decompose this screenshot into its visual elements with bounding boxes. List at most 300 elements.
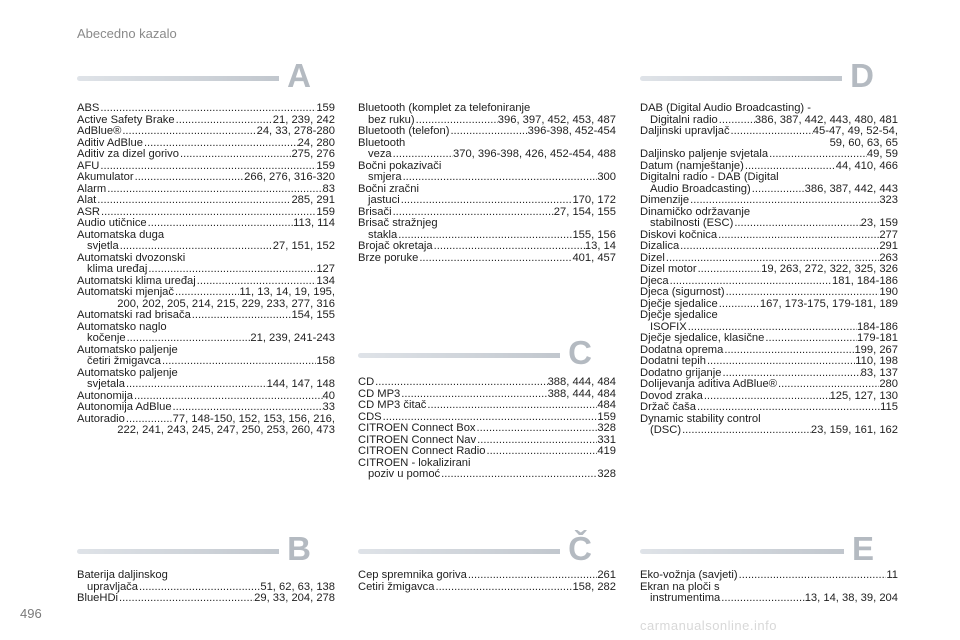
page-reference: 110, 198 bbox=[855, 356, 898, 367]
section-a bbox=[77, 57, 335, 436]
index-term: Dodatna oprema bbox=[640, 344, 724, 356]
index-term: instrumentima bbox=[650, 593, 721, 604]
dot-leader bbox=[426, 400, 597, 412]
index-entry bbox=[358, 582, 616, 594]
index-entry-row bbox=[640, 184, 898, 196]
index-entry-heading: Baterija daljinskog bbox=[77, 570, 168, 581]
index-term: kočenje bbox=[87, 333, 126, 344]
dot-leader bbox=[434, 582, 572, 594]
index-entry-row bbox=[77, 149, 335, 161]
section-divider bbox=[640, 530, 874, 567]
page-reference: 127 bbox=[316, 264, 335, 275]
index-entry bbox=[77, 276, 335, 288]
index-entry-row bbox=[77, 184, 335, 196]
index-entry-row bbox=[358, 469, 616, 481]
page-reference: 144, 147, 148 bbox=[266, 379, 335, 390]
index-entry-row bbox=[77, 287, 335, 299]
dot-leader bbox=[449, 126, 527, 138]
index-term: Alarm bbox=[77, 183, 107, 195]
index-term: Digitalni radio bbox=[650, 114, 718, 126]
dot-leader bbox=[720, 593, 804, 605]
dot-leader bbox=[133, 391, 323, 403]
index-entry-row bbox=[358, 377, 616, 389]
dot-leader bbox=[689, 195, 879, 207]
page-reference: 125, 127, 130 bbox=[829, 390, 898, 402]
index-term: Dječje sjedalice bbox=[640, 298, 718, 310]
index-entry-row bbox=[358, 423, 616, 435]
page-reference: 386, 387, 442, 443, 480, 481 bbox=[754, 114, 898, 126]
dot-leader bbox=[143, 138, 298, 150]
index-entry-row bbox=[640, 253, 898, 265]
index-entry bbox=[77, 126, 335, 138]
index-term: stakla bbox=[368, 229, 398, 241]
index-entry bbox=[77, 149, 335, 161]
index-term: Dizel bbox=[640, 252, 665, 264]
dot-leader bbox=[733, 218, 860, 230]
index-term: poziv u pomoć bbox=[368, 469, 441, 480]
index-entry bbox=[640, 149, 898, 161]
page-reference: 158 bbox=[316, 356, 335, 367]
dot-leader bbox=[415, 115, 498, 127]
index-entry bbox=[77, 391, 335, 403]
index-entry-row bbox=[640, 402, 898, 414]
dot-leader bbox=[138, 582, 260, 594]
index-entry-row bbox=[358, 582, 616, 594]
index-term: CD MP3 bbox=[358, 388, 401, 400]
section-c-caron bbox=[358, 530, 616, 593]
page-reference: 396-398, 452-454 bbox=[527, 126, 616, 137]
index-term: Čep spremnika goriva bbox=[358, 570, 467, 581]
index-term: CITROËN Connect Radio bbox=[358, 446, 486, 457]
index-entry-row bbox=[77, 126, 335, 138]
index-term: Aditiv AdBlue bbox=[77, 137, 143, 149]
index-entry-heading: Automatsko paljenje bbox=[77, 344, 178, 356]
index-term: CDS bbox=[358, 411, 382, 423]
index-term: klima uređaj bbox=[87, 264, 148, 275]
dot-leader bbox=[121, 126, 256, 138]
index-entry bbox=[77, 230, 335, 253]
dot-leader bbox=[723, 345, 854, 357]
page-reference: 386, 387, 442, 443 bbox=[804, 183, 898, 195]
index-term: Daljinski upravljač bbox=[640, 126, 730, 137]
index-entry bbox=[640, 582, 898, 605]
dot-leader bbox=[467, 570, 598, 582]
index-term: Dovod zraka bbox=[640, 390, 703, 402]
page-reference: 388, 444, 484 bbox=[547, 377, 616, 388]
index-entry-row bbox=[358, 172, 616, 184]
index-entry-row bbox=[640, 333, 898, 345]
index-entry-row bbox=[640, 368, 898, 380]
index-entry-row bbox=[640, 356, 898, 368]
index-entry bbox=[640, 287, 898, 299]
index-entry-row bbox=[640, 264, 898, 276]
page-reference: 159 bbox=[316, 160, 335, 172]
section-d bbox=[640, 57, 898, 436]
page-reference: 159 bbox=[597, 411, 616, 423]
index-entry-row bbox=[640, 345, 898, 357]
index-entry bbox=[640, 356, 898, 368]
dot-leader bbox=[768, 149, 867, 161]
index-entry-row bbox=[358, 400, 616, 412]
dot-leader bbox=[191, 310, 292, 322]
page-reference: 181, 184-186 bbox=[832, 275, 898, 287]
page-reference: 170, 172 bbox=[572, 195, 616, 206]
index-entry-row bbox=[77, 241, 335, 253]
index-term: AFU bbox=[77, 160, 100, 172]
page-reference: 199, 267 bbox=[854, 344, 898, 356]
index-entry bbox=[640, 391, 898, 403]
dot-leader bbox=[485, 446, 597, 458]
section-divider bbox=[358, 334, 592, 371]
index-entry-row bbox=[358, 435, 616, 447]
dot-leader bbox=[99, 103, 316, 115]
index-entry-row bbox=[77, 310, 335, 322]
dot-leader bbox=[433, 241, 585, 253]
dot-leader bbox=[147, 218, 293, 230]
index-entry-row bbox=[77, 207, 335, 219]
index-term: Active Safety Brake bbox=[77, 114, 175, 126]
index-entry bbox=[77, 115, 335, 127]
index-entry-heading: Automatsko naglo bbox=[77, 321, 167, 333]
index-entry bbox=[358, 138, 616, 161]
index-entry-row bbox=[358, 253, 616, 265]
index-term: svjetla bbox=[87, 241, 119, 252]
index-term: Četiri žmigavca bbox=[358, 581, 435, 593]
index-entry bbox=[640, 207, 898, 230]
dot-leader bbox=[669, 276, 832, 288]
page-reference: 285, 291 bbox=[291, 195, 335, 206]
dot-leader bbox=[392, 149, 453, 161]
dot-leader bbox=[125, 414, 173, 426]
dot-leader bbox=[718, 299, 760, 311]
section-divider bbox=[77, 530, 311, 567]
index-term: smjera bbox=[368, 172, 402, 183]
index-entry bbox=[358, 103, 616, 126]
index-entry-row bbox=[640, 287, 898, 299]
index-entry-row bbox=[640, 241, 898, 253]
index-entry-row bbox=[640, 115, 898, 127]
dot-leader bbox=[665, 253, 879, 265]
dot-leader bbox=[418, 253, 572, 265]
entry-list bbox=[640, 103, 898, 437]
index-entry-row bbox=[640, 299, 898, 311]
index-term: veza bbox=[368, 149, 392, 160]
index-entry-row bbox=[77, 391, 335, 403]
index-entry-heading: Dječje sjedalice bbox=[640, 310, 718, 321]
entry-list bbox=[77, 570, 335, 605]
watermark-text: carmanualsonline.info bbox=[640, 618, 777, 633]
page-reference: 27, 154, 155 bbox=[553, 206, 616, 218]
index-entry bbox=[358, 184, 616, 207]
index-entry-row bbox=[640, 195, 898, 207]
index-entry bbox=[77, 161, 335, 173]
index-term: jastuci bbox=[368, 195, 400, 206]
index-entry bbox=[640, 195, 898, 207]
page-reference: 159 bbox=[316, 103, 335, 114]
index-entry-row bbox=[640, 161, 898, 173]
index-term: Dizalica bbox=[640, 241, 680, 252]
dot-leader bbox=[100, 207, 316, 219]
dot-leader bbox=[147, 264, 316, 276]
index-term: ASR bbox=[77, 206, 101, 218]
index-term: Autonomija bbox=[77, 390, 133, 402]
index-entry-row bbox=[358, 389, 616, 401]
page-reference: 23, 159, 161, 162 bbox=[810, 425, 898, 436]
index-entry bbox=[77, 184, 335, 196]
dot-leader bbox=[400, 389, 547, 401]
section-divider bbox=[77, 57, 311, 94]
dot-leader bbox=[175, 115, 273, 127]
dot-leader bbox=[730, 126, 813, 138]
page-header-title: Abecedno kazalo bbox=[77, 26, 177, 41]
index-entry-row bbox=[77, 103, 335, 115]
index-entry bbox=[640, 264, 898, 276]
index-term: CD bbox=[358, 377, 375, 388]
index-term: Akumulator bbox=[77, 172, 134, 183]
dot-leader bbox=[718, 115, 755, 127]
section-letter: B bbox=[279, 532, 313, 565]
index-term: Brisači bbox=[358, 206, 392, 218]
index-entry bbox=[77, 402, 335, 414]
index-entry bbox=[358, 412, 616, 424]
dot-leader bbox=[118, 593, 254, 605]
dot-leader bbox=[679, 241, 879, 253]
page-reference: 155, 156 bbox=[572, 229, 616, 241]
page-reference: 24, 33, 278-280 bbox=[256, 126, 335, 137]
page-reference: 115 bbox=[880, 402, 898, 413]
index-entry-row bbox=[77, 115, 335, 127]
index-entry-row bbox=[358, 115, 616, 127]
index-entry bbox=[358, 446, 616, 458]
index-term: Alat bbox=[77, 195, 97, 206]
index-entry bbox=[358, 389, 616, 401]
dot-leader bbox=[400, 195, 573, 207]
index-entry bbox=[358, 207, 616, 219]
dot-leader bbox=[681, 425, 811, 437]
page-reference: 21, 239, 241-243 bbox=[250, 333, 335, 344]
index-entry-row bbox=[640, 218, 898, 230]
index-entry-row bbox=[640, 149, 898, 161]
index-term: CD MP3 čitač bbox=[358, 400, 427, 411]
page-reference: 261 bbox=[597, 570, 616, 581]
page-reference: 13, 14, 38, 39, 204 bbox=[804, 593, 898, 604]
dot-leader bbox=[687, 322, 857, 334]
index-term: Dječje sjedalice, klasične bbox=[640, 333, 765, 344]
section-b bbox=[77, 530, 335, 604]
page-number: 496 bbox=[20, 606, 42, 621]
index-entry bbox=[640, 230, 898, 242]
page-reference: 401, 457 bbox=[572, 252, 616, 264]
page-reference: 29, 33, 204, 278 bbox=[254, 593, 335, 604]
index-entry bbox=[358, 423, 616, 435]
index-entry-row bbox=[77, 356, 335, 368]
index-entry bbox=[77, 207, 335, 219]
dot-leader bbox=[717, 230, 879, 242]
index-entry bbox=[77, 368, 335, 391]
section-c bbox=[358, 334, 616, 480]
dot-leader bbox=[476, 435, 597, 447]
index-entry-heading: Automatski dvozonski bbox=[77, 252, 186, 264]
dot-leader bbox=[106, 184, 322, 196]
index-entry bbox=[358, 435, 616, 447]
index-term: Brojač okretaja bbox=[358, 241, 433, 252]
dot-leader bbox=[706, 356, 855, 368]
index-entry-row bbox=[77, 161, 335, 173]
index-entry bbox=[640, 570, 898, 582]
index-entry bbox=[358, 161, 616, 184]
index-entry bbox=[358, 253, 616, 265]
index-entry-row bbox=[77, 379, 335, 391]
index-entry-heading: Automatsko paljenje bbox=[77, 367, 178, 379]
index-entry-heading: Bluetooth (komplet za telefoniranje bbox=[358, 103, 531, 114]
entry-list bbox=[640, 570, 898, 605]
index-entry-heading: Brisač stražnjeg bbox=[358, 218, 438, 229]
index-entry-row bbox=[358, 195, 616, 207]
index-term: upravljača bbox=[87, 581, 138, 593]
index-entry bbox=[640, 172, 898, 195]
index-term: CITROËN Connect Box bbox=[358, 423, 476, 434]
page-reference-continued: 222, 241, 243, 245, 247, 250, 253, 260, 473 bbox=[117, 425, 335, 436]
page-reference: 33 bbox=[322, 402, 335, 413]
index-entry bbox=[77, 195, 335, 207]
index-entry-row bbox=[640, 425, 898, 437]
index-term: Automatski rad brisača bbox=[77, 310, 191, 321]
index-entry bbox=[640, 345, 898, 357]
index-entry bbox=[358, 126, 616, 138]
index-entry bbox=[640, 333, 898, 345]
index-entry bbox=[77, 593, 335, 605]
page-reference: 419 bbox=[597, 446, 616, 457]
index-entry-row bbox=[77, 582, 335, 594]
index-term: BlueHDi bbox=[77, 593, 119, 604]
page-reference-continued: 200, 202, 205, 214, 215, 229, 233, 277, 316 bbox=[117, 298, 335, 310]
page-reference: 27, 151, 152 bbox=[272, 241, 335, 252]
page-reference: 167, 173-175, 179-181, 189 bbox=[759, 298, 898, 310]
dot-leader bbox=[134, 172, 245, 184]
page-reference: 159 bbox=[316, 206, 335, 218]
index-term: Aditiv za dizel gorivo bbox=[77, 149, 179, 160]
index-entry bbox=[640, 379, 898, 391]
section-divider bbox=[358, 530, 592, 567]
index-entry-row bbox=[358, 230, 616, 242]
section-divider bbox=[640, 57, 874, 94]
index-entry-heading: Digitalni radio - DAB (Digital bbox=[640, 172, 779, 183]
page-reference: 370, 396-398, 426, 452-454, 488 bbox=[453, 149, 616, 160]
index-entry bbox=[358, 570, 616, 582]
dot-leader bbox=[751, 184, 805, 196]
dot-leader bbox=[96, 195, 291, 207]
index-entry-row bbox=[77, 264, 335, 276]
dot-leader bbox=[382, 412, 598, 424]
index-entry bbox=[77, 414, 335, 437]
page-reference: 300 bbox=[597, 172, 616, 183]
page-reference: 11 bbox=[886, 570, 898, 581]
index-entry-row bbox=[640, 379, 898, 391]
index-entry-row bbox=[640, 322, 898, 334]
page-reference: 277 bbox=[879, 229, 898, 241]
index-entry bbox=[77, 570, 335, 593]
index-entry-row bbox=[77, 172, 335, 184]
page-reference: 280 bbox=[879, 379, 898, 390]
index-entry-row bbox=[77, 276, 335, 288]
page-reference: 396, 397, 452, 453, 487 bbox=[497, 114, 616, 126]
dot-leader bbox=[697, 264, 762, 276]
dot-leader bbox=[476, 423, 598, 435]
page-reference: 134 bbox=[316, 275, 335, 287]
index-entry-heading: Bočni pokazivači bbox=[358, 160, 442, 172]
dot-leader bbox=[172, 402, 323, 414]
index-entry-heading: Ekran na ploči s bbox=[640, 581, 720, 593]
index-term: Eko-vožnja (savjeti) bbox=[640, 570, 738, 581]
page-reference: 44, 410, 466 bbox=[835, 160, 898, 172]
index-term: CITROËN Connect Nav bbox=[358, 434, 477, 446]
index-entry-row bbox=[640, 126, 898, 138]
index-entry bbox=[640, 253, 898, 265]
index-entry bbox=[77, 310, 335, 322]
index-entry-row bbox=[358, 241, 616, 253]
dot-leader bbox=[764, 333, 857, 345]
page-reference: 24, 280 bbox=[297, 137, 335, 149]
index-entry bbox=[358, 458, 616, 481]
index-entry-row bbox=[640, 391, 898, 403]
page-reference: 13, 14 bbox=[584, 241, 616, 252]
index-entry-row bbox=[358, 126, 616, 138]
index-term: Datum (namještanje) bbox=[640, 160, 744, 172]
section-letter: C bbox=[560, 336, 594, 369]
index-term: stabilnosti (ESC) bbox=[650, 218, 734, 229]
index-term: AdBlue® bbox=[77, 126, 122, 137]
index-entry-row bbox=[358, 570, 616, 582]
index-entry bbox=[358, 377, 616, 389]
index-term: Dolijevanja aditiva AdBlue® bbox=[640, 379, 777, 390]
index-term: Autonomija AdBlue bbox=[77, 402, 172, 413]
index-entry bbox=[77, 287, 335, 310]
page-reference: 291 bbox=[879, 241, 898, 252]
index-entry-heading: DAB (Digital Audio Broadcasting) - bbox=[640, 103, 811, 114]
index-entry-heading: Bočni zračni bbox=[358, 183, 419, 195]
dot-leader bbox=[119, 241, 273, 253]
dot-leader bbox=[725, 287, 880, 299]
page-reference: 328 bbox=[597, 469, 616, 480]
entry-list bbox=[77, 103, 335, 437]
dot-leader bbox=[174, 287, 239, 299]
index-term: (DSC) bbox=[650, 425, 682, 436]
index-entry-row bbox=[358, 446, 616, 458]
index-term: Držač čaša bbox=[640, 402, 696, 413]
dot-leader bbox=[99, 161, 316, 173]
dot-leader bbox=[777, 379, 879, 391]
index-term: Daljinsko paljenje svjetala bbox=[640, 149, 769, 160]
index-entry bbox=[358, 218, 616, 241]
page-reference: 19, 263, 272, 322, 325, 326 bbox=[761, 264, 898, 275]
section-letter: D bbox=[842, 59, 876, 92]
index-term: Djeca bbox=[640, 275, 669, 287]
index-entry bbox=[77, 103, 335, 115]
index-term: Dimenzije bbox=[640, 195, 690, 206]
index-entry bbox=[77, 253, 335, 276]
dot-leader bbox=[125, 379, 267, 391]
index-term: Automatski klima uređaj bbox=[77, 275, 196, 287]
index-entry-heading: Bluetooth bbox=[358, 137, 406, 149]
page-reference: 484 bbox=[597, 400, 616, 411]
page-reference: 83, 137 bbox=[860, 367, 898, 379]
index-entry bbox=[640, 276, 898, 288]
entry-list bbox=[358, 103, 616, 264]
dot-leader bbox=[744, 161, 836, 173]
page-reference: 113, 114 bbox=[293, 218, 335, 229]
index-term: Brze poruke bbox=[358, 252, 419, 264]
page-reference: 184-186 bbox=[856, 321, 898, 333]
